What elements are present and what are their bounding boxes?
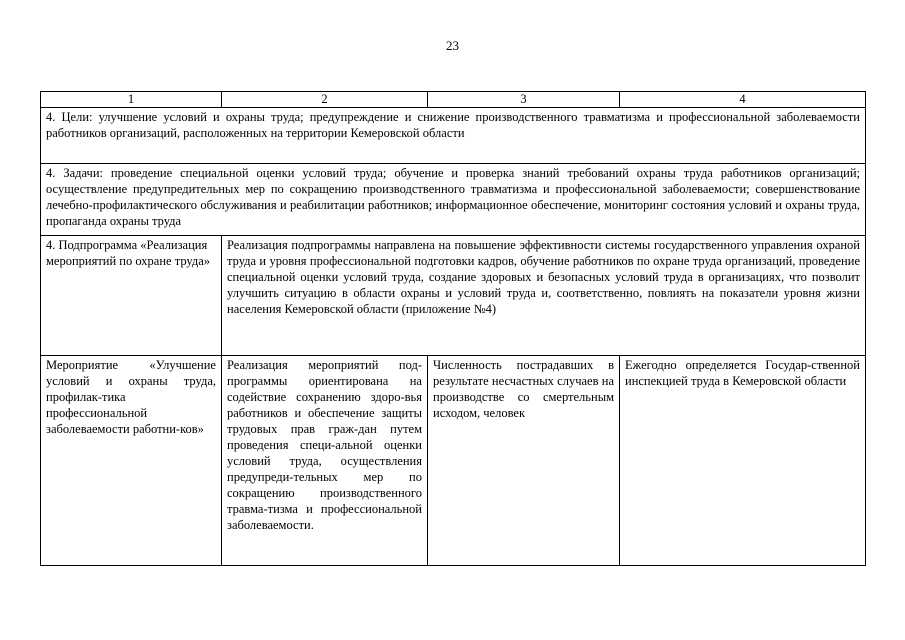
activity-name: Мероприятие «Улучшение условий и охраны труда, профилак-тика профессиональной заболеваемости работни-ков»	[46, 358, 216, 436]
subprogram-row	[41, 236, 866, 356]
table-header-row	[41, 92, 866, 108]
program-table	[40, 91, 866, 566]
activity-description: Реализация мероприятий под-программы ориентирована на содействие сохранению здоро-вья работников и обеспечение защиты трудовых прав граж-дан путем проведения специ-альной оценки условий труда, осуществления предупреди-тельных мер по сокращению производственного травма-тизма и профессиональной заболеваемости.	[227, 358, 422, 532]
activity-indicator: Численность пострадавших в результате несчастных случаев на производстве со смертельным исходом, человек	[433, 358, 614, 420]
tasks-row	[41, 164, 866, 236]
activity-row	[41, 356, 866, 566]
tasks-text: 4. Задачи: проведение специальной оценки условий труда; обучение и проверка знаний требований охраны труда работников организаций; осуществление предупредительных мер по сокращению производственного травматизма и профессиональной заболеваемости; совершенствование лечебно-профилактического обслуживания и реабилитации работников; информационное обеспечение, мониторинг состояния условий и охраны труда, пропаганда охраны труда	[46, 166, 860, 228]
column-header-4: 4	[620, 92, 866, 108]
page-number: 23	[446, 38, 459, 53]
activity-method: Ежегодно определяется Государ-ственной инспекцией труда в Кемеровской области	[625, 358, 860, 388]
goals-text: 4. Цели: улучшение условий и охраны труда; предупреждение и снижение производственного травматизма и профессиональной заболеваемости работников организаций, расположенных на территории Кемеровской области	[46, 110, 860, 140]
column-header-1: 1	[41, 92, 222, 108]
goals-row	[41, 108, 866, 164]
subprogram-name: 4. Подпрограмма «Реализация мероприятий по охране труда»	[46, 238, 211, 268]
subprogram-description: Реализация подпрограммы направлена на повышение эффективности системы государственного управления охраной труда и уровня профессиональной подготовки кадров, обучение работников по охране труда организаций, проведение специальной оценки условий труда, создание здоровых и безопасных условий труда в организациях, что позволит улучшить ситуацию в области охраны и условий труда и, соответственно, повлиять на показатели уровня жизни населения Кемеровской области (приложение №4)	[227, 238, 860, 316]
column-header-2: 2	[222, 92, 428, 108]
column-header-3: 3	[428, 92, 620, 108]
